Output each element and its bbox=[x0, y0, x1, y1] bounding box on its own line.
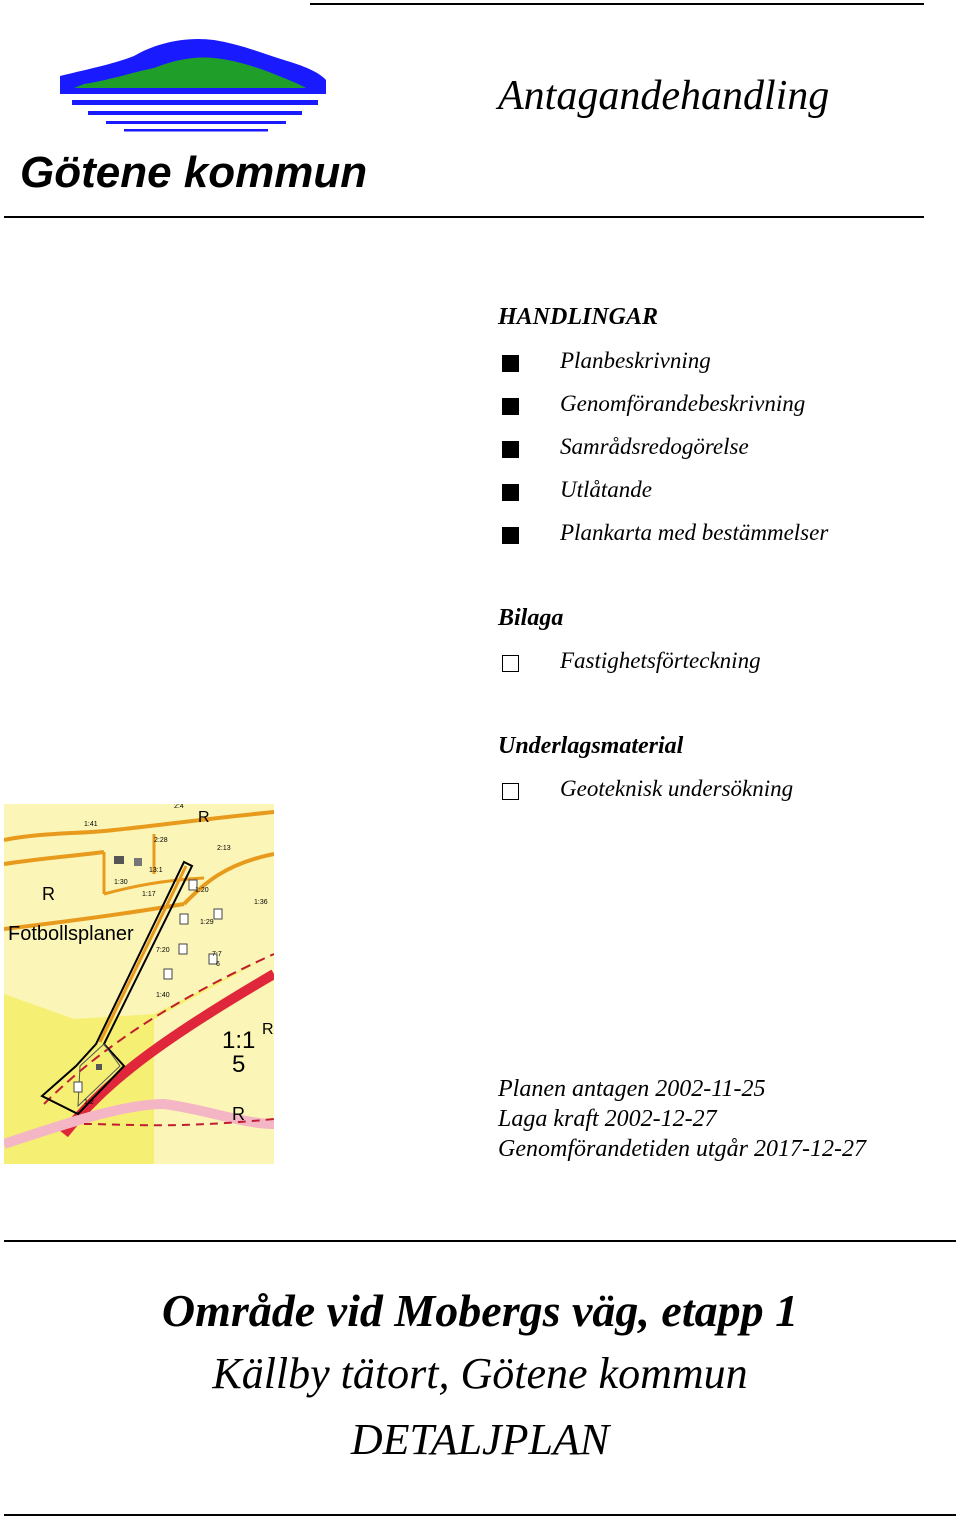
plan-title: Område vid Mobergs väg, etapp 1 bbox=[161, 1285, 799, 1336]
parcel-label-large: 5 bbox=[232, 1051, 246, 1078]
in-force-date: Laga kraft 2002-12-27 bbox=[498, 1106, 717, 1132]
checkbox-checked-icon bbox=[502, 441, 519, 458]
parcel-label: 1:17 bbox=[142, 891, 156, 898]
item-label: Genomförandebeskrivning bbox=[560, 391, 806, 416]
parcel-label: 1:29 bbox=[200, 919, 214, 926]
adopted-date: Planen antagen 2002-11-25 bbox=[498, 1076, 766, 1102]
parcel-label: 1:20 bbox=[195, 887, 209, 894]
list-item bbox=[500, 648, 940, 678]
logo-text: Götene kommun bbox=[20, 148, 368, 197]
list-item bbox=[500, 520, 940, 550]
parcel-label: 2:13 bbox=[217, 845, 231, 852]
checkbox-checked-icon bbox=[502, 484, 519, 501]
item-label: Samrådsredogörelse bbox=[560, 434, 749, 459]
parcel-label: 7:20 bbox=[156, 947, 170, 954]
parcel-label: 2:4 bbox=[174, 804, 184, 810]
plan-map bbox=[4, 804, 274, 1164]
parcel-label: 1:41 bbox=[84, 821, 98, 828]
item-label: Plankarta med bestämmelser bbox=[560, 520, 829, 545]
underlag-heading: Underlagsmaterial bbox=[498, 733, 684, 759]
handlingar-heading: HANDLINGAR bbox=[498, 304, 659, 330]
parcel-label: 13:1 bbox=[149, 867, 163, 874]
list-item bbox=[500, 434, 940, 464]
parcel-label: 1:2 bbox=[84, 1099, 94, 1106]
list-item bbox=[500, 776, 940, 806]
map-marker-label: R bbox=[262, 1021, 274, 1038]
checkbox-checked-icon bbox=[502, 398, 519, 415]
item-label: Fastighetsförteckning bbox=[560, 648, 761, 673]
checkbox-empty-icon bbox=[502, 783, 519, 800]
plan-type: DETALJPLAN bbox=[350, 1415, 610, 1464]
list-item bbox=[500, 348, 940, 378]
plan-subtitle: Källby tätort, Götene kommun bbox=[212, 1349, 748, 1398]
logo-mountain-icon bbox=[14, 30, 374, 150]
checkbox-empty-icon bbox=[502, 655, 519, 672]
map-area-label: Fotbollsplaner bbox=[8, 923, 134, 945]
implementation-end-date: Genomförandetiden utgår 2017-12-27 bbox=[498, 1136, 866, 1162]
parcel-label-large: 1:1 bbox=[222, 1027, 256, 1054]
parcel-label: 6 bbox=[216, 961, 220, 968]
title-top-rule bbox=[4, 1240, 956, 1242]
list-item bbox=[500, 477, 940, 507]
municipality-logo bbox=[14, 30, 374, 200]
map-marker-label: R bbox=[198, 809, 210, 826]
map-marker-label: R bbox=[42, 884, 55, 904]
plan-dates bbox=[498, 1074, 866, 1164]
parcel-label: 1:40 bbox=[156, 992, 170, 999]
bottom-rule bbox=[4, 1514, 956, 1516]
item-label: Planbeskrivning bbox=[560, 348, 711, 373]
parcel-label: 7:7 bbox=[212, 951, 222, 958]
header-rule bbox=[4, 216, 924, 218]
item-label: Geoteknisk undersökning bbox=[560, 776, 794, 801]
document-status: Antagandehandling bbox=[498, 73, 830, 119]
top-rule bbox=[310, 3, 924, 5]
checkbox-checked-icon bbox=[502, 527, 519, 544]
plan-map-image bbox=[4, 804, 274, 1164]
parcel-label: 1:36 bbox=[254, 899, 268, 906]
parcel-label: 1:30 bbox=[114, 879, 128, 886]
parcel-label: 2:28 bbox=[154, 837, 168, 844]
list-item bbox=[500, 391, 940, 421]
checkbox-checked-icon bbox=[502, 355, 519, 372]
bilaga-heading: Bilaga bbox=[498, 605, 564, 631]
item-label: Utlåtande bbox=[560, 477, 652, 502]
map-marker-label: R bbox=[232, 1104, 245, 1124]
